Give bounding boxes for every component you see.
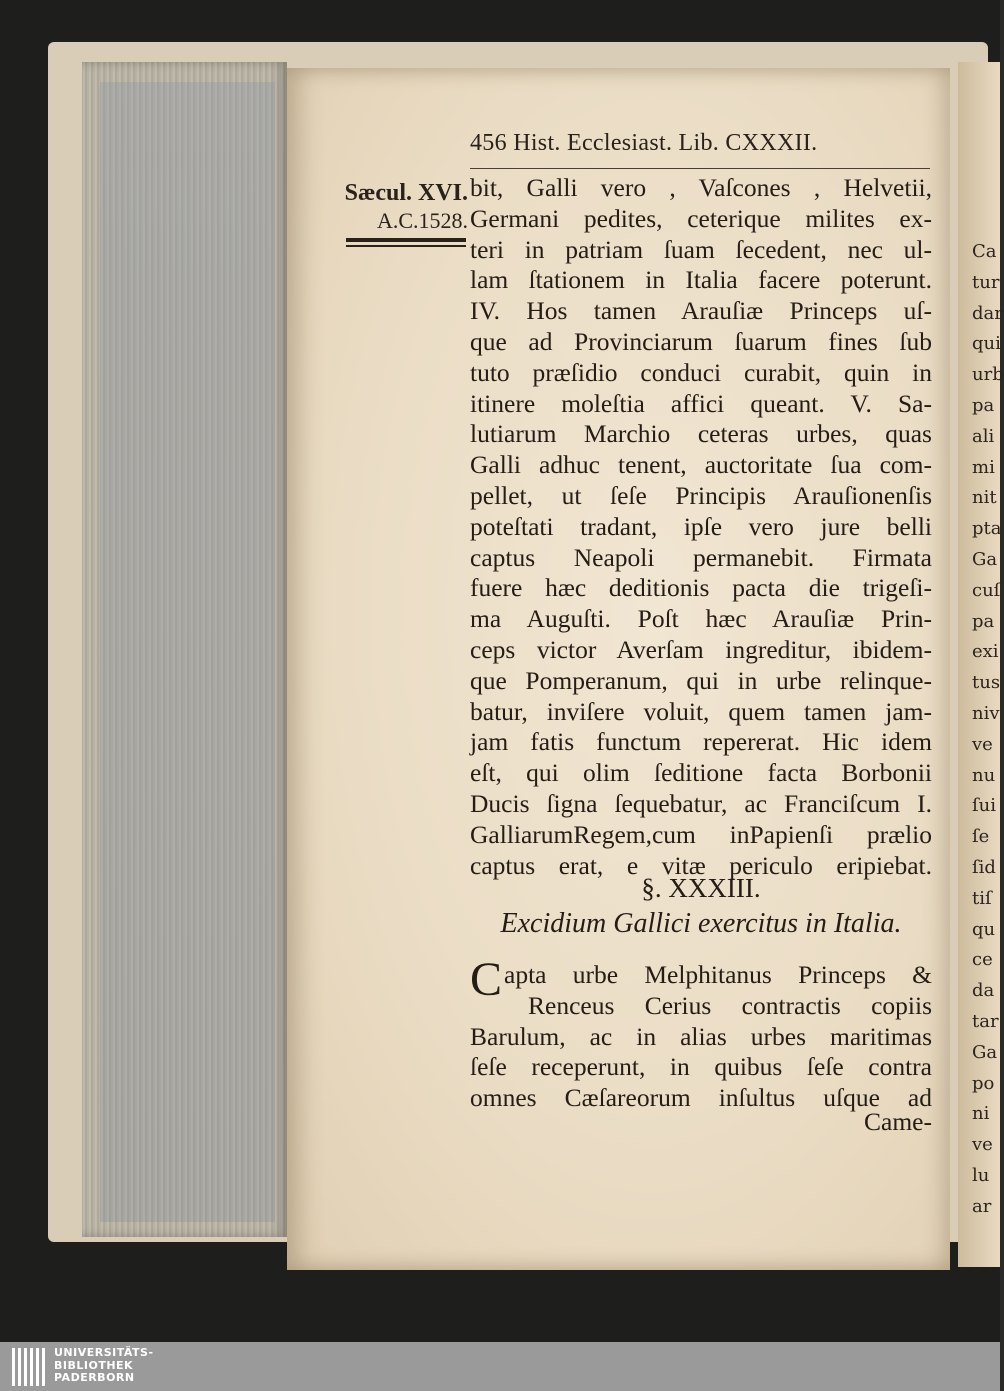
text-line: ceps victor Averſam ingreditur, ibidem- xyxy=(470,634,932,664)
text-line: omnes Cæſareorum inſultus uſque ad xyxy=(470,1083,932,1113)
facing-page-edge xyxy=(958,62,1004,1267)
section-title: Excidium Gallici exercitus in Italia. xyxy=(500,908,902,939)
catchword: Came- xyxy=(864,1107,932,1136)
text-line: jam fatis functum repererat. Hic idem xyxy=(470,727,932,757)
text-line: bit, Galli vero , Vaſcones , Helvetii, xyxy=(470,173,932,202)
text-line: batur, inviſere voluit, quem tamen jam- xyxy=(470,696,932,726)
text-line: ma Auguſti. Poſt hæc Arauſiæ Prin- xyxy=(470,604,932,634)
section-body xyxy=(470,953,932,1114)
margin-century: Sæcul. XVI. xyxy=(344,180,468,206)
text-line: Germani pedites, ceterique milites ex- xyxy=(470,203,932,233)
text-line: IV. Hos tamen Arauſiæ Princeps uſ- xyxy=(470,296,932,326)
text-line: teri in patriam ſuam ſecedent, nec ul- xyxy=(470,234,932,264)
body-text xyxy=(470,173,932,881)
text-line: poteſtati tradant, ipſe vero jure belli xyxy=(470,511,932,541)
text-line: que Pomperanum, qui in urbe relinque- xyxy=(470,665,932,695)
margin-note xyxy=(338,178,468,234)
library-name-line: UNIVERSITÄTS- xyxy=(54,1346,154,1359)
library-footer xyxy=(0,1342,1000,1391)
text-line: fuere hæc deditionis pacta die trigeſi- xyxy=(470,573,932,603)
library-name-line: PADERBORN xyxy=(54,1371,135,1384)
text-line: eſt, qui olim ſeditione facta Borbonii xyxy=(470,758,932,788)
text-line: Barulum, ac in alias urbes maritimas xyxy=(470,1021,932,1051)
text-line: Renceus Cerius contractis copiis xyxy=(528,990,932,1020)
text-line: Galli adhuc tenent, auctoritate ſua com- xyxy=(470,450,932,480)
text-line: pellet, ut ſeſe Principis Arauſionenſis xyxy=(470,480,932,510)
margin-rule xyxy=(346,238,466,242)
margin-rule-thin xyxy=(346,245,466,247)
text-line: ſeſe receperunt, in quibus ſeſe contra xyxy=(470,1052,932,1082)
text-line: itinere moleſtia affici queant. V. Sa- xyxy=(470,388,932,418)
text-line: que ad Provinciarum ſuarum fines ſub xyxy=(470,326,932,356)
text-line: captus Neapoli permanebit. Firmata xyxy=(470,542,932,572)
library-name xyxy=(54,1347,154,1385)
section-number: §. XXXIII. xyxy=(641,873,761,903)
page-edges xyxy=(82,62,287,1237)
text-line: lutiarum Marchio ceteras urbes, quas xyxy=(470,419,932,449)
text-line: lam ſtationem in Italia facere poterunt. xyxy=(470,265,932,295)
margin-year: A.C.1528. xyxy=(376,208,468,233)
text-line: Ducis ſigna ſequebatur, ac Franciſcum I. xyxy=(470,788,932,818)
drop-cap: C xyxy=(470,953,503,1006)
text-line: GalliarumRegem,cum inPapienſi prælio xyxy=(470,819,932,849)
text-span: apta urbe Melphitanus Princeps & xyxy=(504,960,932,989)
library-logo-icon xyxy=(10,1346,48,1388)
text-line: tuto præſidio conduci curabit, quin in xyxy=(470,357,932,387)
text-line: captus erat, e vitæ periculo eripiebat. xyxy=(470,850,932,880)
running-head: 456 Hist. Ecclesiast. Lib. CXXXII. xyxy=(470,130,818,156)
facing-page-fragments: Ca tur dar qui urb pa ali mi nit pta Ga cuſ pa exi tus niv ve nu ſui ſe ſid tiſ qu ce da tar Ga po ni ve lu ar xyxy=(972,241,1004,1217)
library-name-line: BIBLIOTHEK xyxy=(54,1358,134,1372)
header-rule xyxy=(470,168,930,169)
